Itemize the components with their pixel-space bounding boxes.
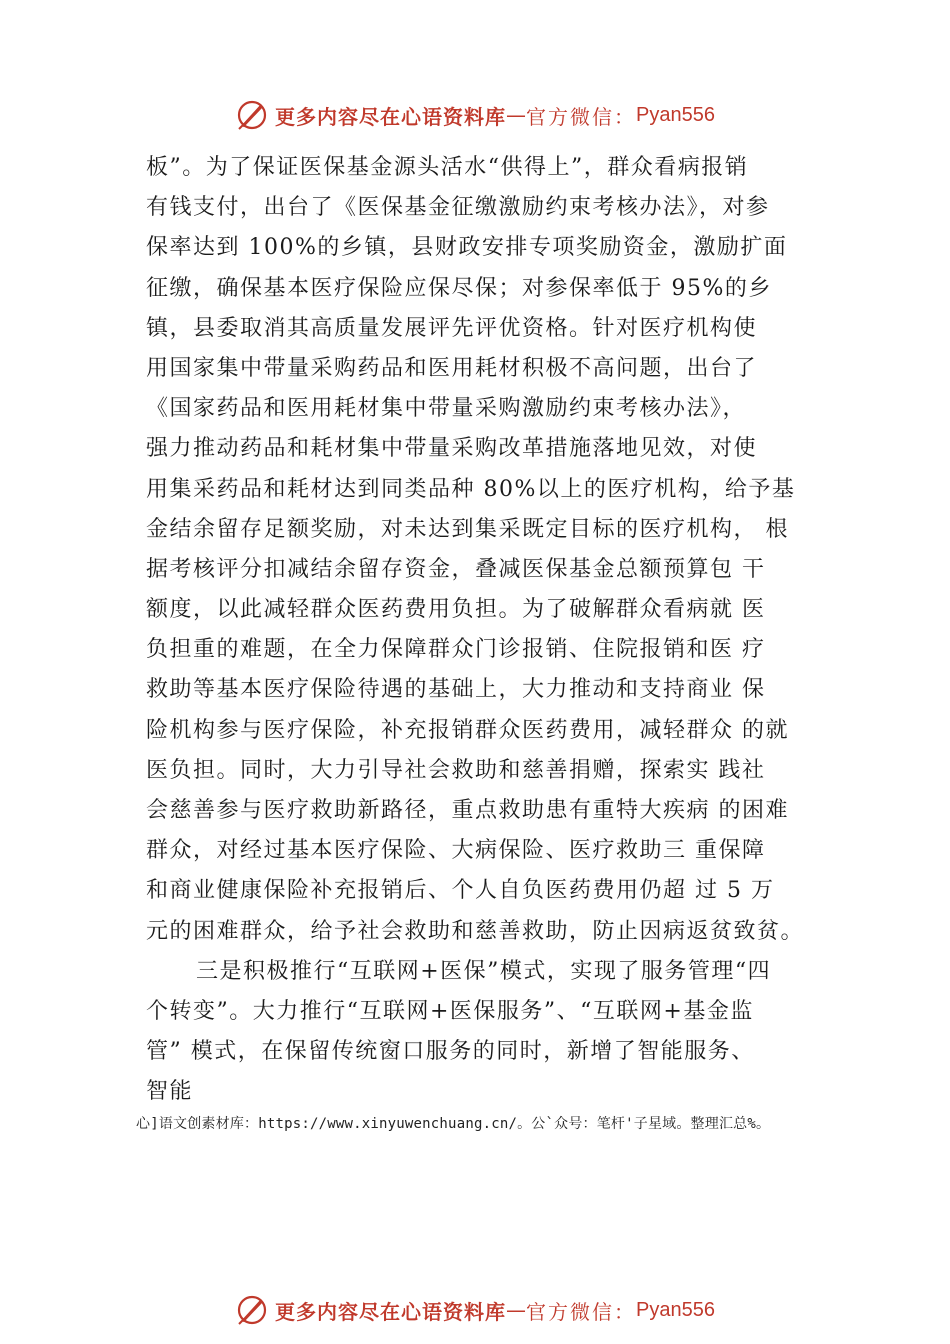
text-line: 有钱支付，出台了《医保基金征缴激励约束考核办法》，对参 <box>146 195 770 221</box>
text-line: 强力推动药品和耗材集中带量采购改革措施落地见效，对使 <box>146 436 758 462</box>
text-line: 据考核评分扣减结余留存资金，叠减医保基金总额预算包 干 <box>146 556 766 582</box>
text-line: 个转变”。大力推行“互联网+医保服务”、“互联网+基金监 <box>146 998 754 1024</box>
text-line: 和商业健康保险补充报销后、个人自负医药费用仍超 过 5 万 <box>146 878 775 904</box>
text-line: 用国家集中带量采购药品和医用耗材积极不高问题，出台了 <box>146 355 758 381</box>
footer-banner <box>0 1290 950 1330</box>
text-line: 板”。为了保证医保基金源头活水“供得上”，群众看病报销 <box>146 155 749 180</box>
banner-wechat-id: Pyan556 <box>636 1298 715 1321</box>
text-line: 负担重的难题，在全力保障群众门诊报销、住院报销和医 疗 <box>146 637 766 663</box>
paragraph-start-line: 三是积极推行“互联网+医保”模式，实现了服务管理“四 <box>196 958 772 984</box>
text-line: 用集采药品和耗材达到同类品种 80%以上的医疗机构，给予基 <box>146 476 796 502</box>
text-line: 医负担。同时，大力引导社会救助和慈善捐赠，探索实 践社 <box>146 757 766 783</box>
text-line: 险机构参与医疗保险，补充报销群众医药费用，减轻群众 的就 <box>146 717 789 743</box>
banner-separator: — <box>506 1298 527 1322</box>
text-line: 智能 <box>146 1079 194 1105</box>
banner-wechat-label: 官方微信： <box>526 1299 637 1324</box>
source-footnote: 心]语文创素材库：https://www.xinyuwenchuang.cn/。公`众号：笔杆'子星域。整理汇总%。 <box>136 1116 771 1132</box>
quill-pen-logo-icon <box>235 98 269 132</box>
text-line: 群众，对经过基本医疗保险、大病保险、医疗救助三 重保障 <box>146 838 766 864</box>
text-line: 救助等基本医疗保险待遇的基础上，大力推动和支持商业 保 <box>146 677 766 703</box>
text-line: 额度，以此减轻群众医药费用负担。为了破解群众看病就 医 <box>146 597 766 623</box>
banner-title: 更多内容尽在心语资料库 <box>275 1299 507 1324</box>
quill-pen-logo-icon <box>235 1293 269 1327</box>
text-line: 镇，县委取消其高质量发展评先评优资格。针对医疗机构使 <box>146 315 758 341</box>
document-body <box>146 148 866 1113</box>
text-line: 征缴，确保基本医疗保险应保尽保；对参保率低于 95%的乡 <box>146 275 772 301</box>
header-banner <box>0 95 950 135</box>
text-line: 保率达到 100%的乡镇，县财政安排专项奖励资金，激励扩面 <box>146 235 788 261</box>
text-line: 《国家药品和医用耗材集中带量采购激励约束考核办法》， <box>146 396 747 422</box>
text-line: 会慈善参与医疗救助新路径，重点救助患有重特大疾病 的困难 <box>146 798 789 823</box>
banner-wechat-id: Pyan556 <box>636 103 715 126</box>
text-line: 金结余留存足额奖励，对未达到集采既定目标的医疗机构， 根 <box>146 516 789 542</box>
banner-title: 更多内容尽在心语资料库 <box>275 104 507 129</box>
banner-wechat-label: 官方微信： <box>526 104 637 129</box>
banner-separator: — <box>506 103 527 127</box>
text-line: 管” 模式，在保留传统窗口服务的同时，新增了智能服务、 <box>146 1039 755 1065</box>
text-line: 元的困难群众，给予社会救助和慈善救助，防止因病返贫致贫。 <box>146 918 805 944</box>
